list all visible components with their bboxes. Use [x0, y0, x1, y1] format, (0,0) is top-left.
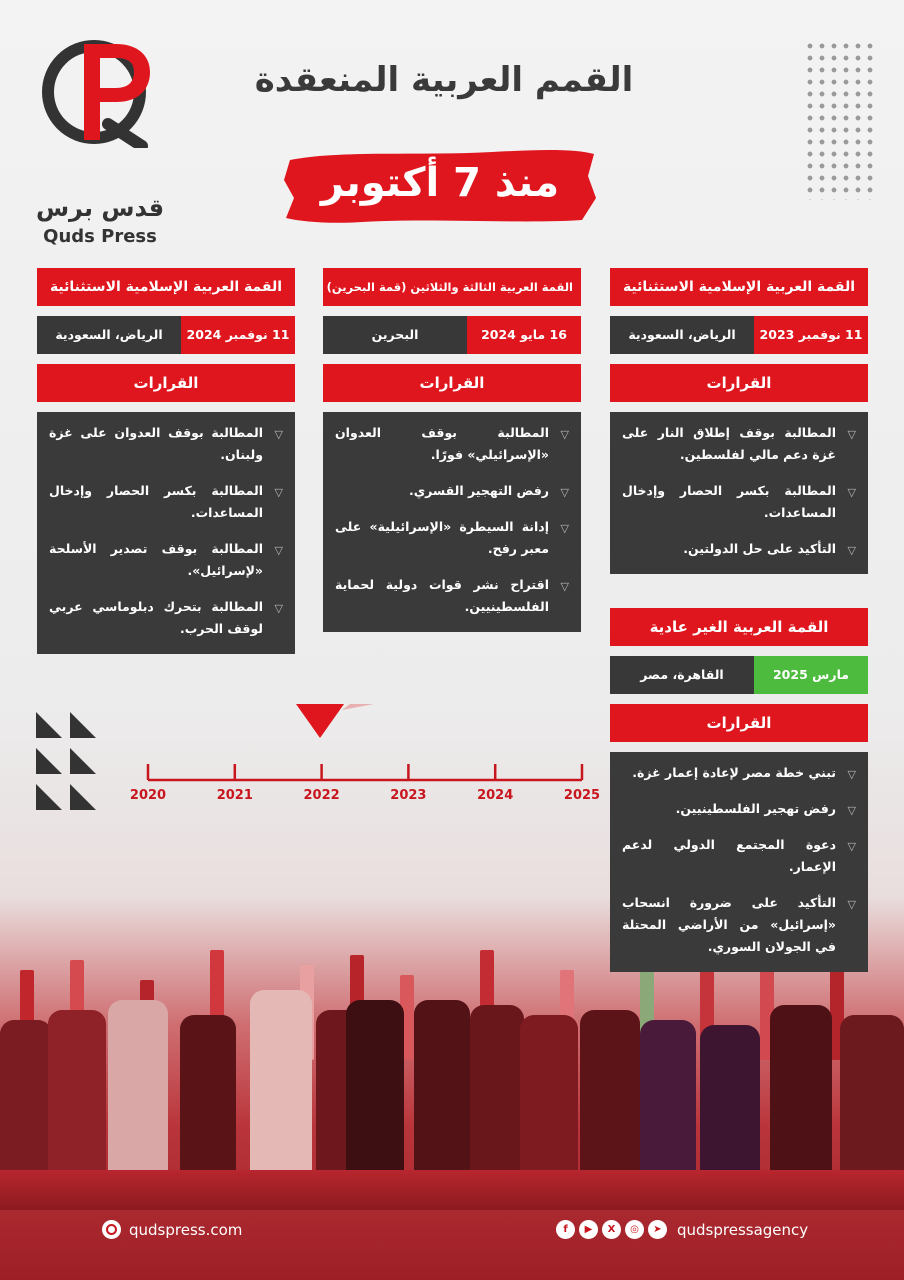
decorative-dots	[804, 40, 874, 200]
triangle-bullet-icon: ▽	[560, 486, 569, 499]
summit-card-3	[37, 268, 295, 654]
summit-date: مارس 2025	[754, 656, 868, 694]
list-item: ▽ المطالبة بكسر الحصار وإدخال المساعدات.	[622, 483, 856, 520]
triangle-bullet-icon: ▽	[847, 768, 856, 781]
decisions-list	[37, 412, 295, 654]
triangle-bullet-icon: ▽	[847, 486, 856, 499]
triangle-bullet-icon: ▽	[274, 486, 283, 499]
triangle-bullet-icon: ▽	[847, 544, 856, 557]
decisions-header: القرارات	[610, 704, 868, 742]
summit-date: 16 مايو 2024	[467, 316, 581, 354]
list-item: ▽ المطالبة بوقف العدوان «الإسرائيلي» فورًا.	[335, 425, 569, 462]
timeline	[120, 700, 620, 810]
list-item: ▽ تبني خطة مصر لإعادة إعمار غزة.	[622, 762, 856, 784]
decisions-list	[323, 412, 581, 632]
list-item: ▽ التأكيد على ضرورة انسحاب «إسرائيل» من الأراضي المحتلة في الجولان السوري.	[622, 895, 856, 954]
summit-place: الرياض، السعودية	[610, 316, 754, 354]
timeline-year-label: 2020	[129, 788, 167, 803]
summit-card-2	[323, 268, 581, 632]
brand-name-en: Quds Press	[43, 226, 157, 247]
triangle-bullet-icon: ▽	[274, 544, 283, 557]
list-item: ▽ المطالبة بوقف تصدير الأسلحة «لإسرائيل».	[49, 541, 283, 578]
timeline-year-label: 2023	[390, 788, 427, 803]
website-link[interactable]: qudspress.com	[129, 1220, 243, 1239]
summit-date: 11 نوفمبر 2023	[754, 316, 868, 354]
decorative-triangles-icon	[36, 712, 100, 812]
list-item: ▽ المطالبة بتحرك دبلوماسي عربي لوقف الحرب.	[49, 599, 283, 636]
summit-date: 11 نوفمبر 2024	[181, 316, 295, 354]
list-item: ▽ رفض تهجير الفلسطينيين.	[622, 798, 856, 820]
list-item: ▽ المطالبة بكسر الحصار وإدخال المساعدات.	[49, 483, 283, 520]
timeline-year-label: 2025	[563, 788, 601, 803]
decisions-header: القرارات	[610, 364, 868, 402]
summit-name: القمة العربية الإسلامية الاستثنائية	[37, 268, 295, 306]
summit-place: البحرين	[323, 316, 467, 354]
summit-card-1	[610, 268, 868, 574]
list-item: ▽ دعوة المجتمع الدولي لدعم الإعمار.	[622, 837, 856, 874]
footer-website[interactable]	[102, 1220, 242, 1239]
triangle-bullet-icon: ▽	[847, 428, 856, 441]
triangle-bullet-icon: ▽	[274, 428, 283, 441]
summit-meta	[610, 656, 868, 694]
timeline-year-label: 2022	[303, 788, 340, 803]
list-item: ▽ اقتراح نشر قوات دولية لحماية الفلسطينيين.	[335, 577, 569, 614]
brand-logo	[34, 36, 166, 247]
globe-icon	[102, 1220, 121, 1239]
decisions-header: القرارات	[37, 364, 295, 402]
footer-social	[556, 1220, 808, 1239]
summit-name: القمة العربية الإسلامية الاستثنائية	[610, 268, 868, 306]
summit-name: القمة العربية الغير عادية	[610, 608, 868, 646]
triangle-bullet-icon: ▽	[847, 840, 856, 853]
triangle-bullet-icon: ▽	[274, 602, 283, 615]
summit-card-4	[610, 608, 868, 972]
timeline-year-label: 2024	[477, 788, 514, 803]
triangle-bullet-icon: ▽	[560, 580, 569, 593]
instagram-icon[interactable]: ◎	[625, 1220, 644, 1239]
page-title: القمم العربية المنعقدة	[254, 60, 634, 100]
social-handle[interactable]: qudspressagency	[677, 1220, 809, 1239]
triangle-bullet-icon: ▽	[847, 898, 856, 911]
triangle-bullet-icon: ▽	[560, 428, 569, 441]
decisions-list	[610, 752, 868, 972]
triangle-bullet-icon: ▽	[560, 522, 569, 535]
list-item: ▽ المطالبة بوقف العدوان على غزة ولبنان.	[49, 425, 283, 462]
logo-mark-icon	[38, 38, 156, 148]
decisions-list	[610, 412, 868, 574]
facebook-icon[interactable]: f	[556, 1220, 575, 1239]
list-item: ▽ التأكيد على حل الدولتين.	[622, 538, 856, 560]
x-icon[interactable]: X	[602, 1220, 621, 1239]
page-subtitle: منذ 7 أكتوبر	[320, 160, 560, 206]
list-item: ▽ رفض التهجير القسري.	[335, 480, 569, 502]
summit-meta	[37, 316, 295, 354]
timeline-year-label: 2021	[216, 788, 253, 803]
timeline-marker-icon	[296, 704, 344, 738]
brand-name-ar: قدس برس	[35, 194, 165, 222]
triangle-bullet-icon: ▽	[847, 804, 856, 817]
list-item: ▽ إدانة السيطرة «الإسرائيلية» على معبر رفح.	[335, 519, 569, 556]
youtube-icon[interactable]: ▶	[579, 1220, 598, 1239]
summit-meta	[323, 316, 581, 354]
summit-place: القاهرة، مصر	[610, 656, 754, 694]
summit-place: الرياض، السعودية	[37, 316, 181, 354]
telegram-icon[interactable]: ➤	[648, 1220, 667, 1239]
decisions-header: القرارات	[323, 364, 581, 402]
summit-meta	[610, 316, 868, 354]
summit-name: القمة العربية الثالثة والثلاثين (قمة البحرين)	[323, 268, 581, 306]
list-item: ▽ المطالبة بوقف إطلاق النار على غزة دعم مالي لفلسطين.	[622, 425, 856, 462]
